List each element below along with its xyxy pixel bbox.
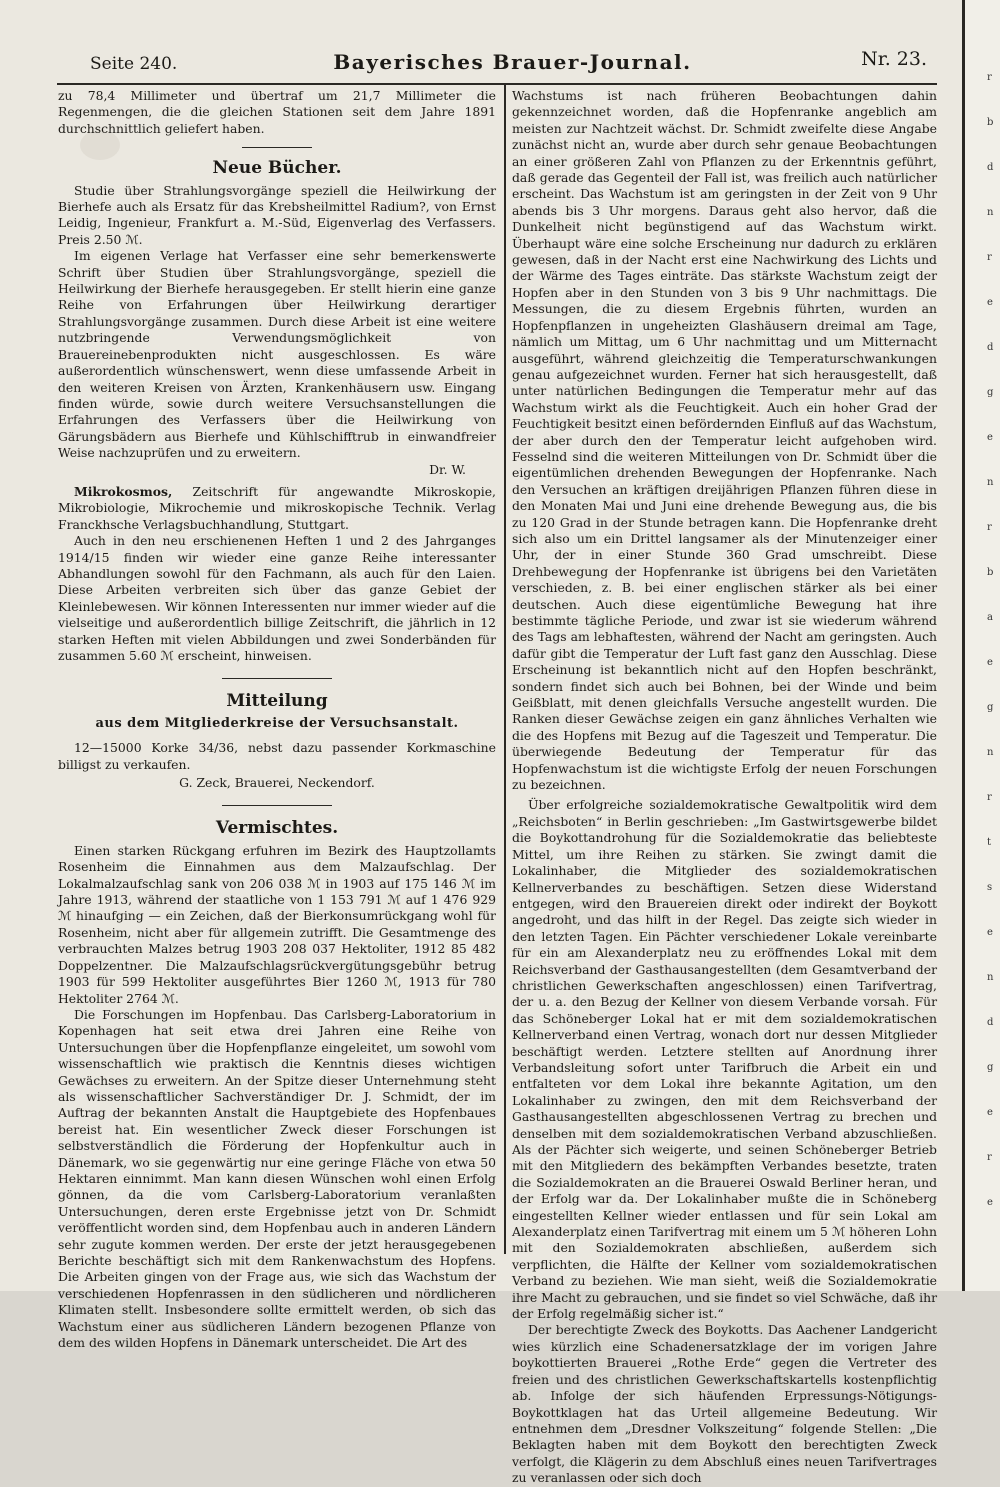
vermischtes-paragraph-1: Einen starken Rückgang erfuhren im Bezirk des Hauptzollamts Rosenheim die Einnahmen aus dem Malzaufschlag. Der Lokalmalzaufschlag sank von 206 038 ℳ in 1903 auf 175 146 ℳ im Jahre 1913, während der staatliche von 1 153 791 ℳ auf 1 476 929 ℳ hinaufging — ein Zeichen, daß der Bierkonsumrückgang wohl für Rosenheim, nicht aber für allgemein zutrifft. Die Gesamtmenge des verbrauchten Malzes betrug 1903 208 037 Hektoliter, 1912 85 482 Doppelzentner. Die Malzaufschlagsrückvergütungsgebühr betrug 1903 für 599 Hektoliter ausgeführtes Bier 1260 ℳ, 1913 für 780 Hektoliter 2764 ℳ. (58, 842, 496, 1006)
edge-glyph: d (987, 162, 994, 173)
page-header (90, 48, 935, 82)
issue-number: Nr. 23. (861, 48, 927, 70)
edge-glyph: e (987, 927, 993, 938)
vermischtes-title: Vermischtes. (215, 818, 339, 839)
edge-glyph: r (987, 522, 992, 533)
edge-glyph: e (987, 297, 993, 308)
edge-glyph: b (987, 117, 994, 128)
section-rule (222, 678, 332, 679)
section-rule (222, 805, 332, 806)
section-rule (242, 147, 312, 148)
right-column (512, 88, 937, 1487)
edge-glyph-list (965, 70, 1000, 1211)
edge-glyph: e (987, 657, 993, 668)
next-page-edge (962, 0, 1000, 1291)
edge-glyph: n (987, 207, 994, 218)
edge-glyph: g (987, 1062, 994, 1073)
page-number: Seite 240. (90, 54, 178, 74)
edge-glyph: a (987, 612, 993, 623)
edge-glyph: r (987, 1152, 992, 1163)
edge-glyph: n (987, 972, 994, 983)
edge-glyph: e (987, 1197, 993, 1208)
mitteilung-signature: G. Zeck, Brauerei, Neckendorf. (179, 775, 375, 791)
header-rule (57, 83, 937, 85)
book1-citation: Studie über Strahlungsvorgänge speziell die Heilwirkung der Bierhefe auch als Ersatz für das Krebsheilmittel Radium?, von Ernst Leidig, Ingenieur, Frankfurt a. M.-Süd, Eigenverlag des Verfassers. Preis 2.50 ℳ. (58, 182, 496, 247)
book2-review: Auch in den neu erschienenen Heften 1 und 2 des Jahrganges 1914/15 finden wir wieder eine ganze Reihe interessanter Abhandlungen sowohl für den Fachmann, als auch für den Laien. Diese Arbeiten verbreiten sich über das ganze Gebiet der Kleinlebewesen. Wir können Interessenten nur immer wieder auf die vielseitige und außerordentlich billige Zeitschrift, die jährlich in 12 starken Heften mit vielen Abbildungen und zwei Sonderbänden für zusammen 5.60 ℳ erscheint, hinweisen. (58, 533, 496, 663)
right-paragraph-3: Der berechtigte Zweck des Boykotts. Das Aachener Landgericht wies kürzlich eine Schadenersatzklage der im vorigen Jahre boykottierten Brauerei „Rothe Erde“ gegen die Vertreter des freien und des christlichen Gewerkschaftskartells kostenpflichtig ab. Infolge der sich häufenden Erpressungs-Nötigungs-Boykottklagen hat das Urteil allgemeine Bedeutung. Wir entnehmen dem „Dresdner Volkszeitung“ folgende Stellen: „Die Beklagten haben mit dem Boykott den berechtigten Zweck verfolgt, die Klägerin zu dem Abschluß eines neuen Tarifvertrages zu veranlassen oder sich doch (512, 1322, 937, 1486)
edge-glyph: r (987, 792, 992, 803)
right-paragraph-1: Wachstums ist nach früheren Beobachtungen dahin gekennzeichnet worden, daß die Hopfenranke angeblich am meisten zur Nachtzeit wächst. Dr. Schmidt zweifelte diese Angabe zunächst nicht an, wurde aber durch sehr genaue Beobachtungen an einer größeren Zahl von Pflanzen zu der Erkenntnis geführt, daß gerade das Gegenteil der Fall ist, was freilich auch natürlicher erscheint. Das Wachstum ist am geringsten in der Zeit von 9 Uhr abends bis 3 Uhr morgens. Daraus geht also hervor, daß die Dunkelheit nicht begünstigend auf das Wachstum wirkt. Überhaupt wäre eine solche Erscheinung nur dadurch zu erklären gewesen, daß in der Nacht erst eine Nachwirkung des Lichts und der Wärme des Tages einträte. Das stärkste Wachstum zeigt der Hopfen aber in den Stunden von 3 bis 9 Uhr nachmittags. Die Messungen, die zu diesem Ergebnis führten, wurden an Hopfenpflanzen in ungeheizten Glashäusern dreimal am Tage, nämlich um Mittag, um 6 Uhr nachmittag und um Mitternacht ausgeführt, während gleichzeitig die Temperaturschwankungen genau aufgezeichnet wurden. Ferner hat sich herausgestellt, daß unter natürlichen Bedingungen die Temperatur mehr auf das Wachstum wirkt als die Feuchtigkeit. Auch ein hoher Grad der Feuchtigkeit besitzt einen befördernden Einfluß auf das Wachstum, der aber durch den der Temperatur leicht aufgehoben wird. Fesselnd sind die weiteren Mitteilungen von Dr. Schmidt über die eigentümlichen drehenden Bewegungen der Hopfenranke. Nach den Versuchen an kräftigen dreijährigen Pflanzen führen diese in den Monaten Mai und Juni eine drehende Bewegung aus, die bis zu 120 Grad in der Stunde betragen kann. Die Hopfenranke dreht sich also um ein Drittel langsamer als der Minutenzeiger einer Uhr, der in einer Stunde 360 Grad umschreibt. Diese Drehbewegung der Hopfenranke ist übrigens bei den Varietäten verschieden, z. B. bei einer englischen stärker als bei einer deutschen. Auch diese eigentümliche Bewegung hat ihre bestimmte tägliche Periode, und zwar ist sie wiederum während des Tags am lebhaftesten, während der Nacht am geringsten. Auch dafür gibt die Temperatur der Luft fast ganz den Ausschlag. Diese Erscheinung ist bekanntlich nicht auf den Hopfen beschränkt, sondern findet sich auch bei Bohnen, bei der Winde und beim Geißblatt, mit denen gleichfalls Versuche angestellt wurden. Die Ranken dieser Gewächse zeigen ein ganz ähnliches Verhalten wie die des Hopfens mit Bezug auf die Tageszeit und Temperatur. Die überwiegende Bedeutung der Temperatur für das Hopfenwachstum ist die wichtigste Erfolg der neuen Forschungen zu bezeichnen. (512, 88, 937, 793)
edge-glyph: g (987, 387, 994, 398)
edge-glyph: n (987, 747, 994, 758)
column-divider (504, 84, 506, 1254)
vermischtes-paragraph-2: Die Forschungen im Hopfenbau. Das Carlsberg-Laboratorium in Kopenhagen hat seit etwa drei Jahren eine Reihe von Untersuchungen über die Hopfenpflanze eingeleitet, um sowohl vom wissenschaftlich wie praktisch die Kenntnis dieses wichtigen Gewächses zu erweitern. An der Spitze dieser Unternehmung steht als wissenschaftlicher Sachverständiger Dr. J. Schmidt, der im Auftrag der bekannten Anstalt die Hauptgebiete des Hopfenbaues bereist hat. Ein wesentlicher Zweck dieser Forschungen ist selbstverständlich die Förderung der Hopfenkultur auch in Dänemark, wo sie gegenwärtig nur eine geringe Fläche von etwa 50 Hektaren einnimmt. Man kann diesen Wünschen wohl einen Erfolg gönnen, da die vom Carlsberg-Laboratorium veranlaßten Untersuchungen, deren erste Ergebnisse jetzt von Dr. Schmidt veröffentlicht worden sind, dem Hopfenbau auch in anderen Ländern sehr zugute kommen werden. Der erste der jetzt herausgegebenen Berichte beschäftigt sich mit dem Rankenwachstum des Hopfens. Die Arbeiten gingen von der Frage aus, wie sich das Wachstum der verschiedenen Hopfenrassen in den südlicheren und nördlicheren Klimaten stellt. Insbesondere sollte ermittelt werden, ob sich das Wachstum einer aus südlicheren Ländern bezogenen Pflanze von dem des wilden Hopfens in Dänemark unterscheidet. Die Art des (58, 1006, 496, 1351)
mitteilung-subtitle: aus dem Mitgliederkreise der Versuchsanstalt. (95, 715, 459, 731)
edge-glyph: n (987, 477, 994, 488)
left-column (58, 88, 496, 1351)
book1-review: Im eigenen Verlage hat Verfasser eine sehr bemerkenswerte Schrift über Studien über Strahlungsvorgänge, speziell die Heilwirkung der Bierhefe herausgegeben. Er stellt hierin eine ganze Reihe von Erfahrungen über Heilwirkung derartiger Strahlungsvorgänge zusammen. Durch diese Arbeit ist eine weitere nutzbringende Verwendungsmöglichkeit von Brauereinebenprodukten nicht ausgeschlossen. Es wäre außerordentlich wünschenswert, wenn diese umfassende Arbeit in den weiteren Kreisen von Ärzten, Krankenhäusern usw. Eingang finden würde, sowie durch weitere Versuchsanstellungen die Erfahrungen des Verfassers über die Heilwirkung von Gärungsbädern aus Bierhefe und Kühlschifftrub in einwandfreier Weise nachzuprüfen und zu erweitern. (58, 248, 496, 461)
intro-paragraph: zu 78,4 Millimeter und übertraf um 21,7 Millimeter die Regenmengen, die die gleichen Stationen seit dem Jahre 1891 durchschnittlich geliefert haben. (58, 88, 496, 136)
edge-glyph: e (987, 432, 993, 443)
edge-glyph: d (987, 342, 994, 353)
edge-glyph: g (987, 702, 994, 713)
edge-glyph: s (987, 882, 993, 893)
book2-entry (58, 484, 496, 533)
book2-name: Mikrokosmos, (74, 483, 173, 499)
neue-buecher-title: Neue Bücher. (212, 158, 342, 179)
journal-title: Bayerisches Brauer-Journal. (333, 50, 692, 74)
edge-glyph: d (987, 1017, 994, 1028)
book2-citation: Zeitschrift für angewandte Mikroskopie, Mikrobiologie, Mikrochemie und mikroskopische Technik. Verlag Franckhsche Verlagsbuchhandlung, Stuttgart. (58, 483, 496, 532)
right-paragraph-2: Über erfolgreiche sozialdemokratische Gewaltpolitik wird dem „Reichsboten“ in Berlin geschrieben: „Im Gastwirtsgewerbe bildet die Boykottandrohung für die Sozialdemokratie das beliebteste Mittel, um ihre Reihen zu stärken. Sie zwingt damit die Lokalinhaber, die Mitglieder des sozialdemokratischen Kellnerverbandes zu beschäftigen. Setzen diese Widerstand entgegen, wird den Brauereien direkt oder indirekt der Boykott angedroht, und das hilft in der Regel. Das zeigte sich wieder in den letzten Tagen. Ein Pächter verschiedener Lokale vereinbarte für ein am Alexanderplatz neu zu eröffnendes Lokal mit dem Reichsverband der Gasthausangestellten (dem Gesamtverband der christlichen Gewerkschaften angeschlossen) einen Tarifvertrag, der u. a. den Bezug der Kellner von diesem Verbande vorsah. Für das Schöneberger Lokal hat er mit dem sozialdemokratischen Kellnerverband einen Vertrag, wonach dort nur dessen Mitglieder beschäftigt werden. Letztere stellten auf Anordnung ihrer Verbandsleitung sofort unter Tarifbruch die Arbeit ein und entfalteten vor dem Lokal ihre bekannte Agitation, um den Lokalinhaber zu zwingen, den mit dem Reichsverband der Gasthausangestellten abgeschlossenen Vertrag zu brechen und denselben mit dem sozialdemokratischen Verband abzuschließen. Als der Pächter sich weigerte, und seinen Schöneberger Betrieb mit den Mitgliedern des bekämpften Verbandes besetzte, traten die Sozialdemokraten an die Brauerei Oswald Berliner heran, und der Erfolg war da. Der Lokalinhaber mußte die in Schöneberg eingestellten Kellner wieder entlassen und für sein Lokal am Alexanderplatz einen Tarifvertrag mit einem um 5 ℳ höheren Lohn mit den Sozialdemokraten abschließen, außerdem sich verpflichten, die Hälfte der Kellner vom sozialdemokratischen Verband zu beziehen. Wie man sieht, weiß die Sozialdemokratie ihre Macht zu gebrauchen, und sie findet so viel Schwäche, daß ihr der Erfolg regelmäßig sicher ist.“ (512, 797, 937, 1322)
edge-glyph: b (987, 567, 994, 578)
edge-glyph: e (987, 1107, 993, 1118)
edge-glyph: t (987, 837, 992, 848)
book1-signature: Dr. W. (429, 461, 466, 477)
edge-glyph: r (987, 72, 992, 83)
mitteilung-text: 12—15000 Korke 34/36, nebst dazu passender Korkmaschine billigst zu verkaufen. (58, 740, 496, 772)
mitteilung-title: Mitteilung (226, 691, 328, 712)
edge-glyph: r (987, 252, 992, 263)
